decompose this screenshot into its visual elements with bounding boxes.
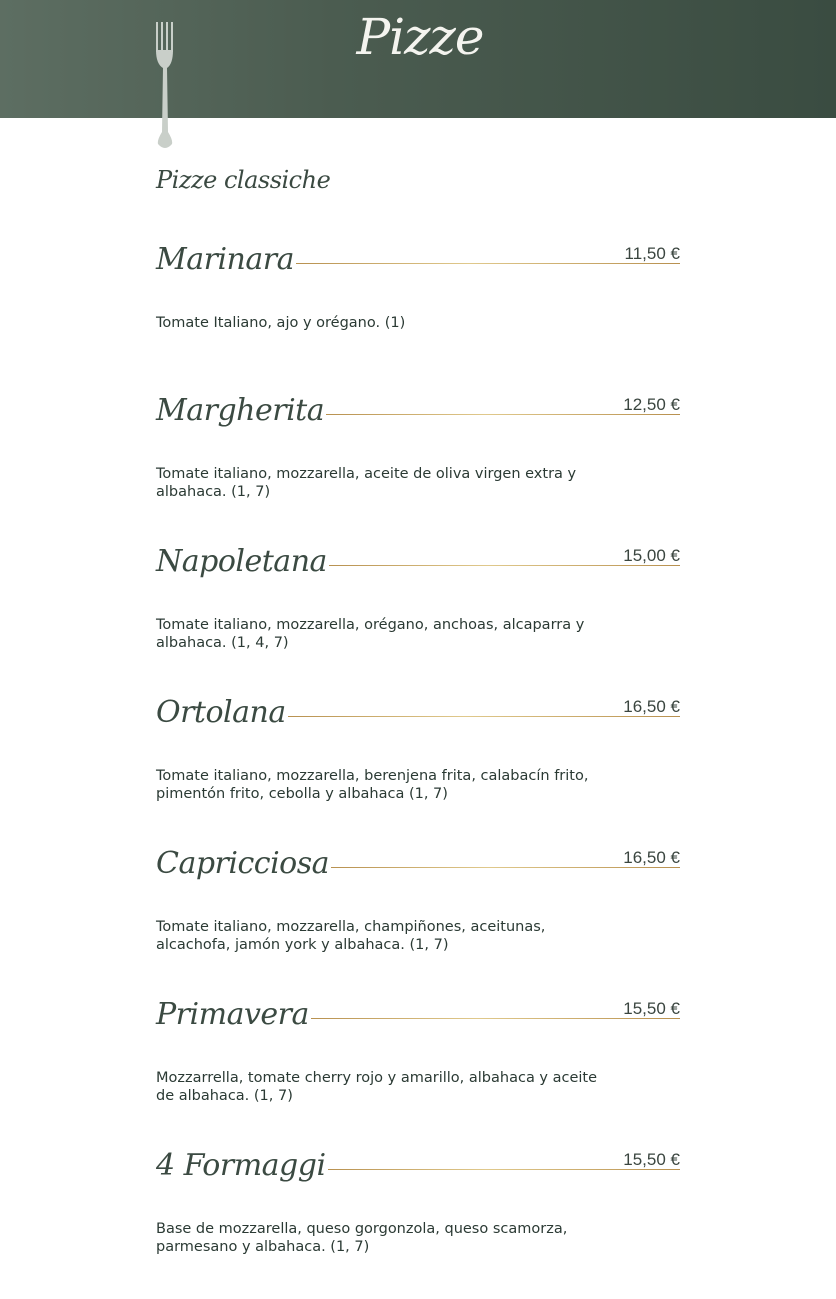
item-description: Base de mozzarella, queso gorgonzola, queso scamorza, parmesano y albahaca. (1, 7) — [156, 1221, 568, 1255]
menu-item — [156, 1134, 680, 1285]
menu-item — [156, 228, 680, 379]
item-name: 4 Formaggi — [156, 1148, 326, 1183]
item-description: Tomate italiano, mozzarella, berenjena frita, calabacín frito, pimentón frito, cebolla y albahaca (1, 7) — [156, 768, 589, 802]
item-description: Tomate italiano, mozzarella, aceite de oliva virgen extra y albahaca. (1, 7) — [156, 466, 577, 500]
menu-item — [156, 379, 680, 530]
item-price: 15,50 € — [623, 999, 680, 1018]
menu-item — [156, 983, 680, 1134]
item-name: Margherita — [156, 393, 325, 428]
page-title: Pizze — [356, 8, 484, 66]
item-name: Ortolana — [156, 695, 286, 730]
item-name: Capricciosa — [156, 846, 330, 881]
leader-line — [288, 716, 680, 718]
item-price: 16,50 € — [623, 697, 680, 716]
leader-line — [296, 263, 680, 265]
menu-item — [156, 832, 680, 983]
item-name: Primavera — [156, 997, 309, 1032]
item-description: Tomate italiano, mozzarella, orégano, anchoas, alcaparra y albahaca. (1, 4, 7) — [156, 617, 585, 651]
item-description: Mozzarrella, tomate cherry rojo y amarillo, albahaca y aceite de albahaca. (1, 7) — [156, 1070, 598, 1104]
fork-icon — [154, 20, 176, 150]
menu-item — [156, 530, 680, 681]
header-banner — [0, 0, 836, 118]
item-name: Marinara — [156, 242, 294, 277]
item-description: Tomate italiano, mozzarella, champiñones, aceitunas, alcachofa, jamón york y albahaca. (1, 7) — [156, 919, 546, 953]
item-price: 11,50 € — [624, 244, 680, 263]
item-price: 12,50 € — [623, 395, 680, 414]
menu-list — [156, 228, 680, 1285]
item-price: 15,50 € — [623, 1150, 680, 1169]
item-name: Napoletana — [156, 544, 327, 579]
item-price: 15,00 € — [623, 546, 680, 565]
item-description: Tomate Italiano, ajo y orégano. (1) — [156, 315, 406, 331]
section-title: Pizze classiche — [156, 166, 331, 194]
menu-item — [156, 681, 680, 832]
item-price: 16,50 € — [623, 848, 680, 867]
